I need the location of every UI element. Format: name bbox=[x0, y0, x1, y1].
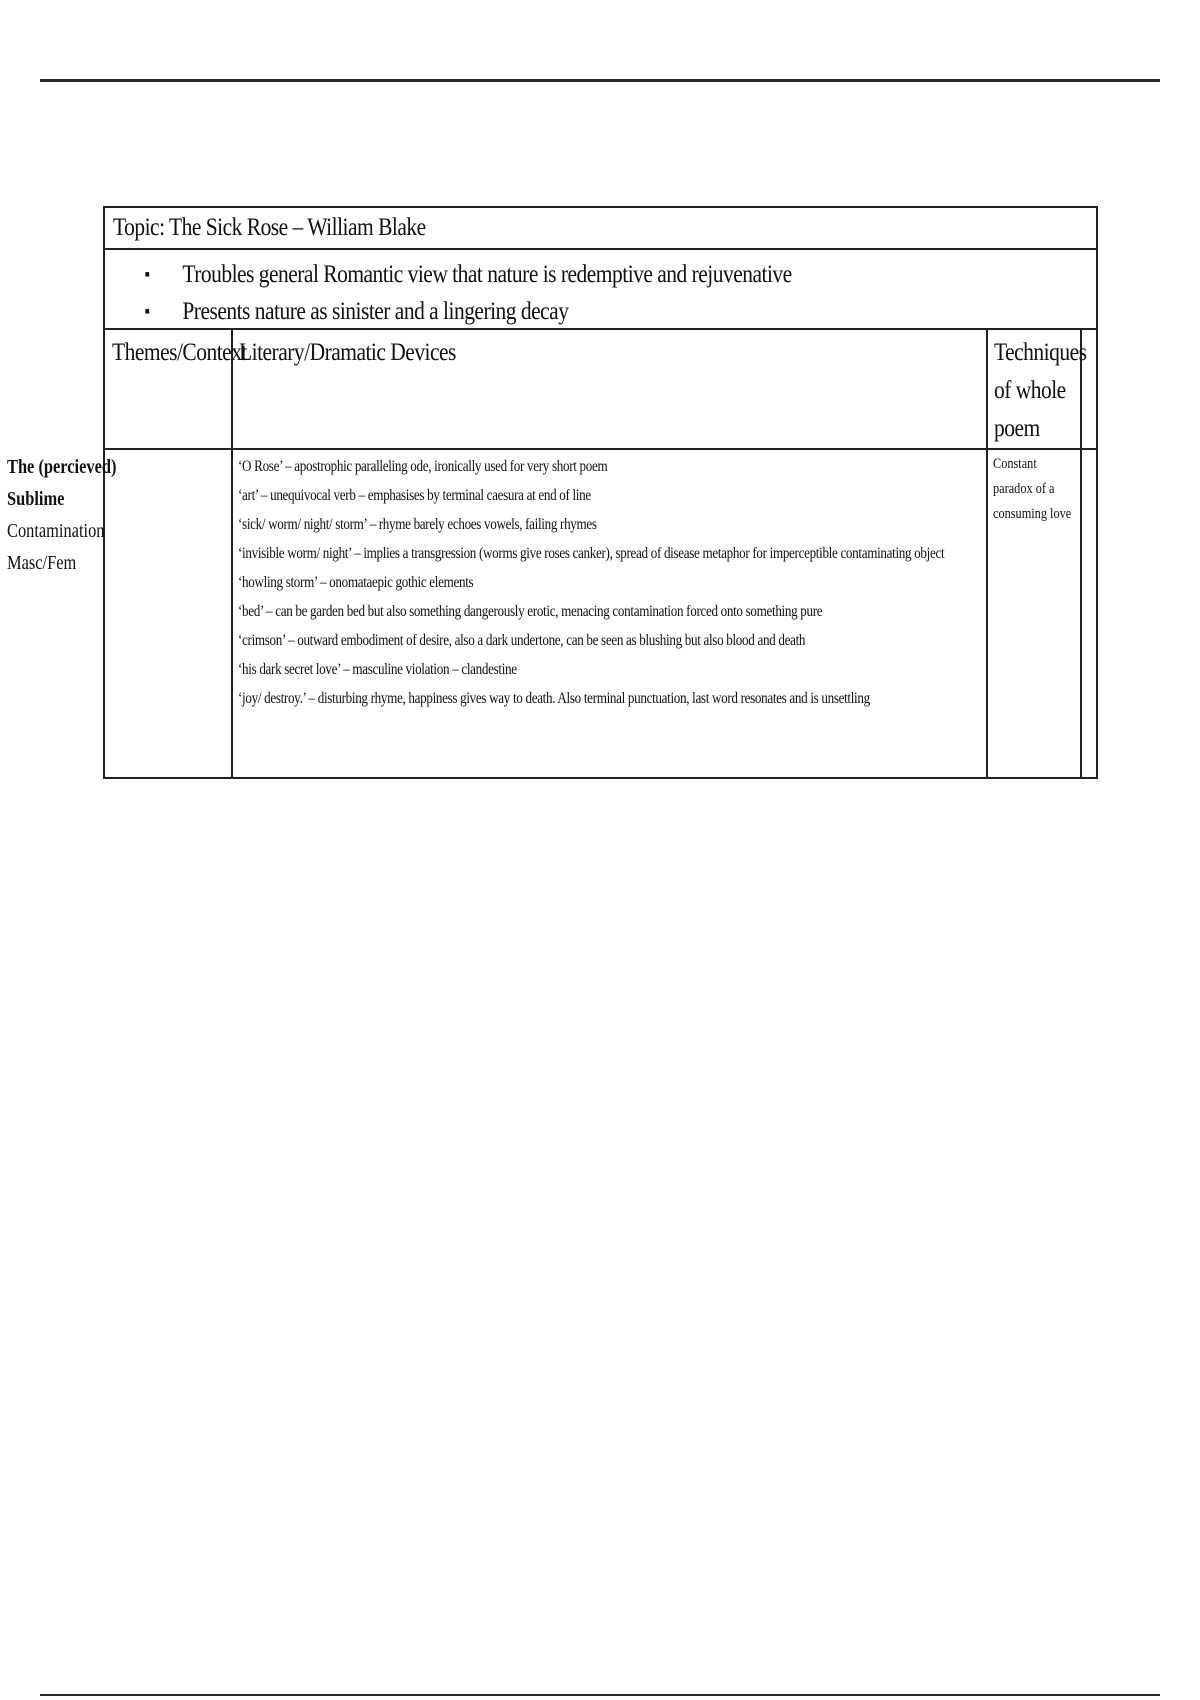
techniques-header bbox=[994, 334, 1086, 448]
row-divider bbox=[105, 248, 1096, 250]
theme-bold: The (percieved) bbox=[7, 456, 117, 478]
row-divider bbox=[105, 448, 1096, 450]
column-divider bbox=[231, 328, 233, 779]
summary-item: ▪ Presents nature as sinister and a lingering decay bbox=[160, 293, 792, 330]
device-item: ‘sick/ worm/ night/ storm’ – rhyme barely echoes vowels, failing rhymes bbox=[238, 516, 597, 533]
theme-bold: Sublime bbox=[7, 488, 65, 510]
footer-rule bbox=[40, 1694, 1160, 1696]
theme-item: Masc/Fem bbox=[7, 552, 77, 574]
device-item: ‘art’ – unequivocal verb – emphasises by terminal caesura at end of line bbox=[238, 487, 591, 504]
device-item: ‘howling storm’ – onomataepic gothic elements bbox=[238, 574, 474, 591]
device-item: ‘O Rose’ – apostrophic paralleling ode, ironically used for very short poem bbox=[238, 458, 608, 475]
device-item: ‘crimson’ – outward embodiment of desire, also a dark undertone, can be seen as blushing but also blood and death bbox=[238, 632, 806, 649]
themes-cell bbox=[7, 451, 116, 579]
theme-item: Contamination bbox=[7, 520, 105, 542]
technique-line: paradox of a bbox=[993, 481, 1055, 497]
technique-line: Constant bbox=[993, 456, 1037, 472]
device-item: ‘invisible worm/ night’ – implies a transgression (worms give roses canker), spread of disease metaphor for imperceptible contaminating object bbox=[238, 545, 945, 562]
device-item: ‘his dark secret love’ – masculine violation – clandestine bbox=[238, 661, 517, 678]
summary-item: ▪ Troubles general Romantic view that nature is redemptive and rejuvenative bbox=[160, 256, 792, 293]
topic-title: Topic: The Sick Rose – William Blake bbox=[113, 214, 426, 241]
techniques-cell bbox=[993, 452, 1075, 527]
techniques-header-line: of whole bbox=[994, 377, 1066, 404]
techniques-header-line: poem bbox=[994, 415, 1040, 442]
bullet-icon: ▪ bbox=[144, 301, 150, 321]
device-item: ‘joy/ destroy.’ – disturbing rhyme, happiness gives way to death. Also terminal punctuation, last word resonates and is unsettling bbox=[238, 690, 870, 707]
themes-header: Themes/Context bbox=[112, 339, 247, 366]
devices-list bbox=[238, 452, 1099, 713]
technique-line: consuming love bbox=[993, 506, 1072, 522]
header-rule bbox=[40, 79, 1160, 82]
techniques-header-line: Techniques bbox=[994, 339, 1087, 366]
bullet-icon: ▪ bbox=[144, 264, 150, 284]
device-item: ‘bed’ – can be garden bed but also something dangerously erotic, menacing contamination forced onto something pure bbox=[238, 603, 823, 620]
summary-list bbox=[144, 256, 895, 330]
devices-header: Literary/Dramatic Devices bbox=[239, 339, 456, 366]
